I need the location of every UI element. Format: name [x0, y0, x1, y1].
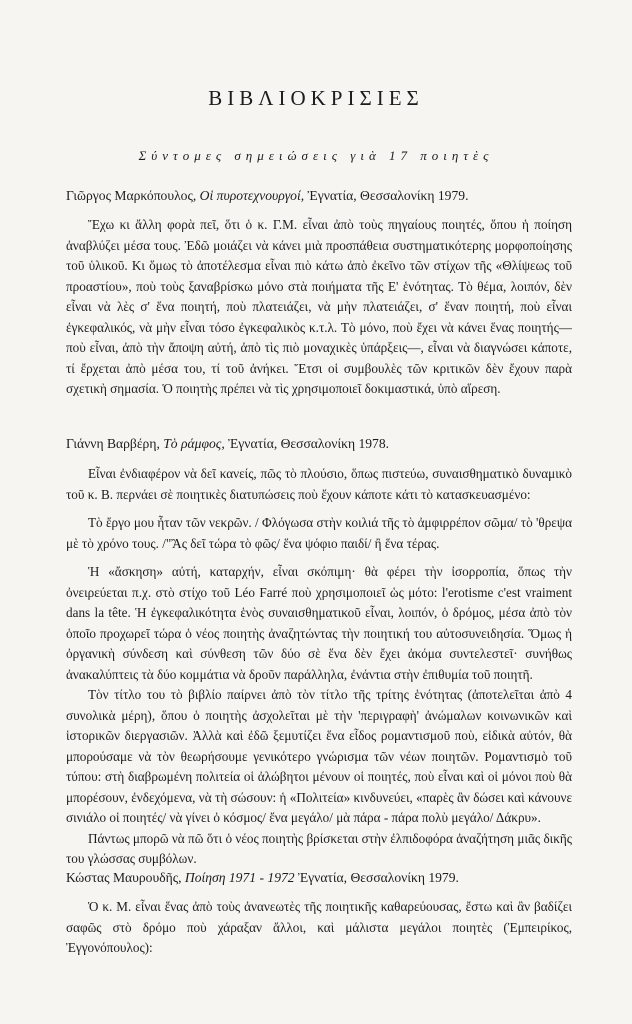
- review-author: Γιάννη Βαρβέρη,: [66, 436, 164, 451]
- review-body-3: [66, 897, 572, 959]
- review-book-title: Ποίηση 1971 - 1972: [184, 870, 295, 885]
- review-body-2: [66, 464, 572, 870]
- review-author: Γιῶργος Μαρκόπουλος,: [66, 188, 200, 203]
- review-body-1: [66, 215, 572, 400]
- review-publisher: Ἐγνατία, Θεσσαλονίκη 1979.: [304, 188, 469, 203]
- review-heading-2: [66, 434, 572, 454]
- paragraph: Τὸν τίτλο του τὸ βιβλίο παίρνει ἀπὸ τὸν τίτλο τῆς τρίτης ἑνότητας (ἀποτελεῖται ἀπὸ 4 συνολικὰ μέρη), ὅπου ὁ ποιητὴς ἀσχολεῖται μὲ τὴν 'περιγραφὴ' ἀνώμαλων κοινωνικῶν καὶ ἱστορικῶν διεργασιῶν. Ἀλλὰ καὶ ἐδῶ ξεμυτίζει ἕνα εἶδος ρομαντισμοῦ ποὺ, εἰδικὰ αὐτόν, θὰ μπορούσαμε νὰ τὸν θεωρήσουμε γενικότερο γνώρισμα τῶν νέων ποιητῶν. Ρομαντισμὸ τοῦ τύπου: στὴ διαβρωμένη πολιτεία οἱ ἀλώβητοι μένουν οἱ ποιητές, ποὺ εἶναι καὶ οἱ μόνοι ποὺ θὰ μπορέσουν, ἐνδεχόμενα, νὰ τὴ σώσουν: ἡ «Πολιτεία» κινδυνεύει, «παρὲς ἂν δώσει καὶ κάνουνε σινιάλο οἱ ποιητές/ νὰ γίνει ὁ κόσμος/ ἔνα μεγάλο/ μὰ πάρα - πάρα πολὺ μεγάλο/ Δάκρυ».: [66, 687, 572, 825]
- review-heading-1: [66, 186, 572, 206]
- page-title: ΒΙΒΛΙΟΚΡΙΣΙΕΣ: [208, 86, 424, 110]
- paragraph: Ἔχω κι ἄλλη φορὰ πεῖ, ὅτι ὁ κ. Γ.Μ. εἶναι ἀπὸ τοὺς πηγαίους ποιητές, ὅπου ἡ ποίηση ἀναβλύζει μέσα τους. Ἐδῶ μοιάζει νὰ κάνει μιὰ προσπάθεια συστηματικότερης μορφοποίησης τοῦ ὑλικοῦ. Κι ὅμως τὸ ἀποτέλεσμα εἶναι πιὸ κάτω ἀπὸ ἐκεῖνο τῶν στίχων τῆς «Θλίψεως τοῦ προαστίου», ποὺ τοὺς ξαναβρίσκω μόνο στὰ ποιήματα τῆς Ε' ἑνότητας. Τὸ θέμα, λοιπόν, δὲν εἶναι νὰ λὲς σ' ἕνα ποιητή, ποὺ πλατειάζει, νὰ μὴν πλατειάζει, σ' ἕναν ποιητή, ποὺ εἶναι ἐγκεφαλικός, νὰ μὴν εἶναι τόσο ἐγκεφαλικὸς κ.τ.λ. Τὸ μόνο, ποὺ ἔχει νὰ κάνει ἕνας ποιητής—ποὺ εἶναι, ἀπὸ τὴν ἄποψη αὐτή, ἀπὸ τὶς πιὸ μοναχικὲς ὑπάρξεις—, εἶναι νὰ διαγνώσει κάποτε, τί ἔρχεται ἀπὸ μέσα του, τί τοῦ ἀνήκει. Ἔτσι οἱ συμβουλὲς τῶν κριτικῶν δὲν ἔχουν παρὰ σχετικὴ σημασία. Ὁ ποιητὴς πρέπει νὰ τὶς χρησιμοποιεῖ δοκιμαστικά, ὑπὸ αἵρεση.: [66, 217, 572, 396]
- review-publisher: Ἐγνατία, Θεσσαλονίκη 1978.: [224, 436, 390, 451]
- review-heading-3: [66, 868, 572, 888]
- review-book-title: Οἱ πυροτεχνουργοί,: [199, 188, 305, 203]
- paragraph: Πάντως μπορῶ νὰ πῶ ὅτι ὁ νέος ποιητὴς βρίσκεται στὴν ἐλπιδοφόρα ἀναζήτηση μιᾶς δικῆς του γλώσσας συμβόλων.: [66, 830, 572, 866]
- review-author: Κώστας Μαυρουδῆς,: [66, 870, 185, 885]
- review-publisher: Ἐγνατία, Θεσσαλονίκη 1979.: [294, 870, 459, 885]
- paragraph: Εἶναι ἐνδιαφέρον νὰ δεῖ κανείς, πῶς τὸ πλούσιο, ὅπως πιστεύω, συναισθηματικὸ δυναμικὸ τοῦ κ. Β. περνάει σὲ ποιητικὲς διατυπώσεις ποὺ ἔχουν κάποτε κάτι τὸ κατασκευασμένο:: [66, 466, 572, 502]
- poem-quote: Τὸ ἔργο μου ἦταν τῶν νεκρῶν. / Φλόγωσα στὴν κοιλιά τῆς τὸ ἀμφιρρέπον σῶμα/ τὸ 'θρεψα μὲ τὸ χρόνο τους. /"Ἂς δεῖ τώρα τὸ φῶς/ ἕνα ψόφιο παιδί/ ἢ ἕνα τέρας.: [66, 515, 572, 551]
- review-book-title: Τὸ ράμφος,: [163, 436, 225, 451]
- paragraph: Ὁ κ. Μ. εἶναι ἕνας ἀπὸ τοὺς ἀνανεωτὲς τῆς ποιητικῆς καθαρεύουσας, ἔστω καὶ ἂν βαδίζει σαφῶς στὸ δρόμο ποὺ χάραξαν ἄλλοι, καὶ μάλιστα μεγάλοι ποιητὲς (Ἐμπειρίκος, Ἐγγονόπουλος):: [66, 899, 572, 955]
- paragraph: Ἡ «ἄσκηση» αὐτή, καταρχήν, εἶναι σκόπιμη· θὰ φέρει τὴν ἰσορροπία, ὅπως τὴν ὀνειρεύεται π.χ. στὸ στίχο τοῦ Léo Farré ποὺ χρησιμοποιεῖ ὡς μότο: l'erotisme c'est vraiment dans la tête. Ἡ ἐγκεφαλικότητα ἑνὸς συναισθηματικοῦ εἶναι, λοιπόν, ὁ δρόμος, μέσα ἀπὸ τὸν ὁποῖο προχωρεῖ τώρα ὁ νέος ποιητὴς ἀναζητώντας τὴν ποιητική του αὐτοσυνειδησία. Ὅμως ἡ ὀργανικὴ σύνδεση καὶ σύνθεση τῶν δύο σὲ ἕνα δὲν ἔχει ἀκόμα συντελεστεῖ· συνήθως ἀνακαλύπτεις τὰ δύο κομμάτια νὰ δροῦν παράλληλα, ἐνάντια στὴν ἐπιθυμία τοῦ ποιητῆ.: [66, 564, 572, 682]
- page-subtitle: Σύντομες σημειώσεις γιὰ 17 ποιητὲς: [138, 148, 494, 163]
